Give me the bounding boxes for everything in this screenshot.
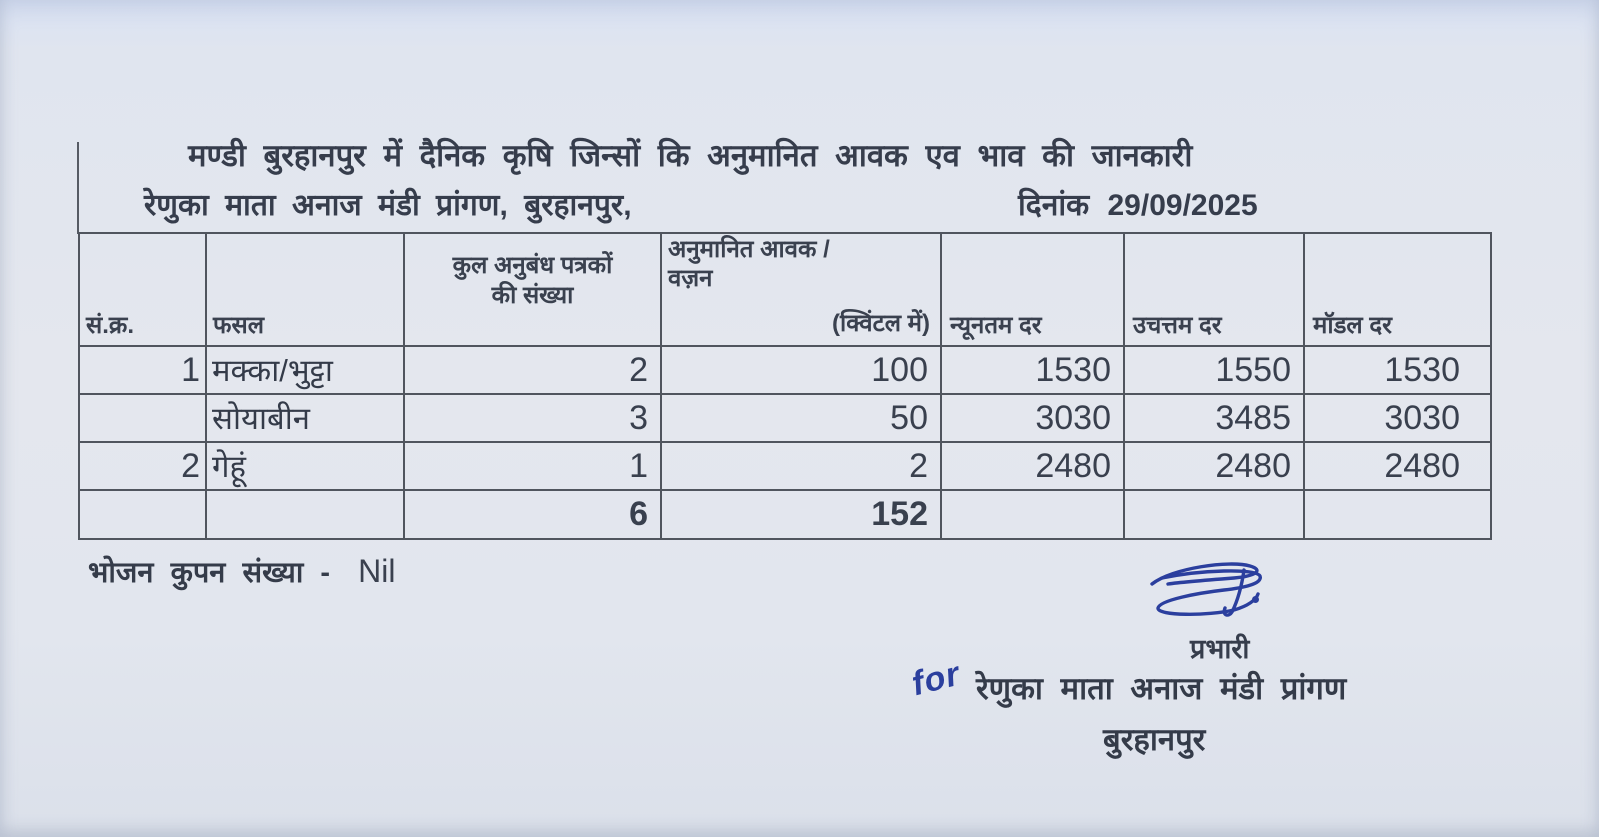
table-header-row xyxy=(79,233,1491,346)
cell-min-rate: 2480 xyxy=(941,442,1124,490)
signature-scribble xyxy=(1138,558,1288,622)
cell-arrival: 50 xyxy=(661,394,941,442)
header-contracts-line1: कुल अनुबंध पत्रकों xyxy=(452,251,613,279)
market-rates-table xyxy=(78,232,1492,540)
title-left-border-line xyxy=(77,142,79,234)
header-arrival-unit: (क्विंटल में) xyxy=(831,310,930,337)
header-contracts-line2: की संख्या xyxy=(491,281,574,309)
cell-arrival: 2 xyxy=(661,442,941,490)
table-total-row xyxy=(79,490,1491,539)
handwritten-for: for xyxy=(908,654,965,704)
food-coupon-line xyxy=(88,552,395,591)
signature-ink-dot xyxy=(1252,596,1259,603)
table-row-maize xyxy=(79,346,1491,394)
venue-subtitle: रेणुका माता अनाज मंडी प्रांगण, बुरहानपुर, xyxy=(144,189,632,222)
cell-modal-rate: 2480 xyxy=(1304,442,1491,490)
cell-max-rate: 1550 xyxy=(1124,346,1304,394)
header-min-rate: न्यूनतम दर xyxy=(941,233,1124,346)
cell-modal-rate: 3030 xyxy=(1304,394,1491,442)
cell-max-rate: 3485 xyxy=(1124,394,1304,442)
report-date: दिनांक 29/09/2025 xyxy=(1018,189,1258,222)
header-arrival-line2: वज़न xyxy=(668,264,713,292)
report-title: मण्डी बुरहानपुर में दैनिक कृषि जिन्सों कि अनुमानित आवक एव भाव की जानकारी xyxy=(188,138,1193,173)
header-arrival xyxy=(661,233,941,346)
cell-serial xyxy=(79,394,206,442)
cell-contracts: 2 xyxy=(404,346,661,394)
cell-max-rate: 2480 xyxy=(1124,442,1304,490)
header-arrival-line1: अनुमानित आवक / xyxy=(668,236,830,263)
organization-name: रेणुका माता अनाज मंडी प्रांगण xyxy=(976,671,1347,706)
organization-city: बुरहानपुर xyxy=(1103,722,1206,757)
food-coupon-label: भोजन कुपन संख्या - xyxy=(88,557,331,589)
cell-min-rate: 3030 xyxy=(941,394,1124,442)
cell-total-contracts: 6 xyxy=(404,490,661,539)
table-row-wheat xyxy=(79,442,1491,490)
cell-arrival: 100 xyxy=(661,346,941,394)
cell-empty xyxy=(1124,490,1304,539)
cell-empty xyxy=(941,490,1124,539)
cell-serial-empty xyxy=(79,490,206,539)
cell-serial: 2 xyxy=(79,442,206,490)
cell-total-arrival: 152 xyxy=(661,490,941,539)
cell-contracts: 3 xyxy=(404,394,661,442)
cell-crop-empty xyxy=(206,490,404,539)
cell-min-rate: 1530 xyxy=(941,346,1124,394)
header-serial: सं.क्र. xyxy=(79,233,206,346)
header-max-rate: उचत्तम दर xyxy=(1124,233,1304,346)
cell-crop: सोयाबीन xyxy=(206,394,404,442)
cell-serial: 1 xyxy=(79,346,206,394)
cell-contracts: 1 xyxy=(404,442,661,490)
header-crop: फसल xyxy=(206,233,404,346)
cell-crop: मक्का/भुट्टा xyxy=(206,346,404,394)
cell-modal-rate: 1530 xyxy=(1304,346,1491,394)
header-contracts xyxy=(404,233,661,346)
header-modal-rate: मॉडल दर xyxy=(1304,233,1491,346)
cell-empty xyxy=(1304,490,1491,539)
signatory-designation: प्रभारी xyxy=(1190,634,1250,664)
food-coupon-value: Nil xyxy=(358,553,396,589)
cell-crop: गेहूं xyxy=(206,442,404,490)
table-row-soybean xyxy=(79,394,1491,442)
